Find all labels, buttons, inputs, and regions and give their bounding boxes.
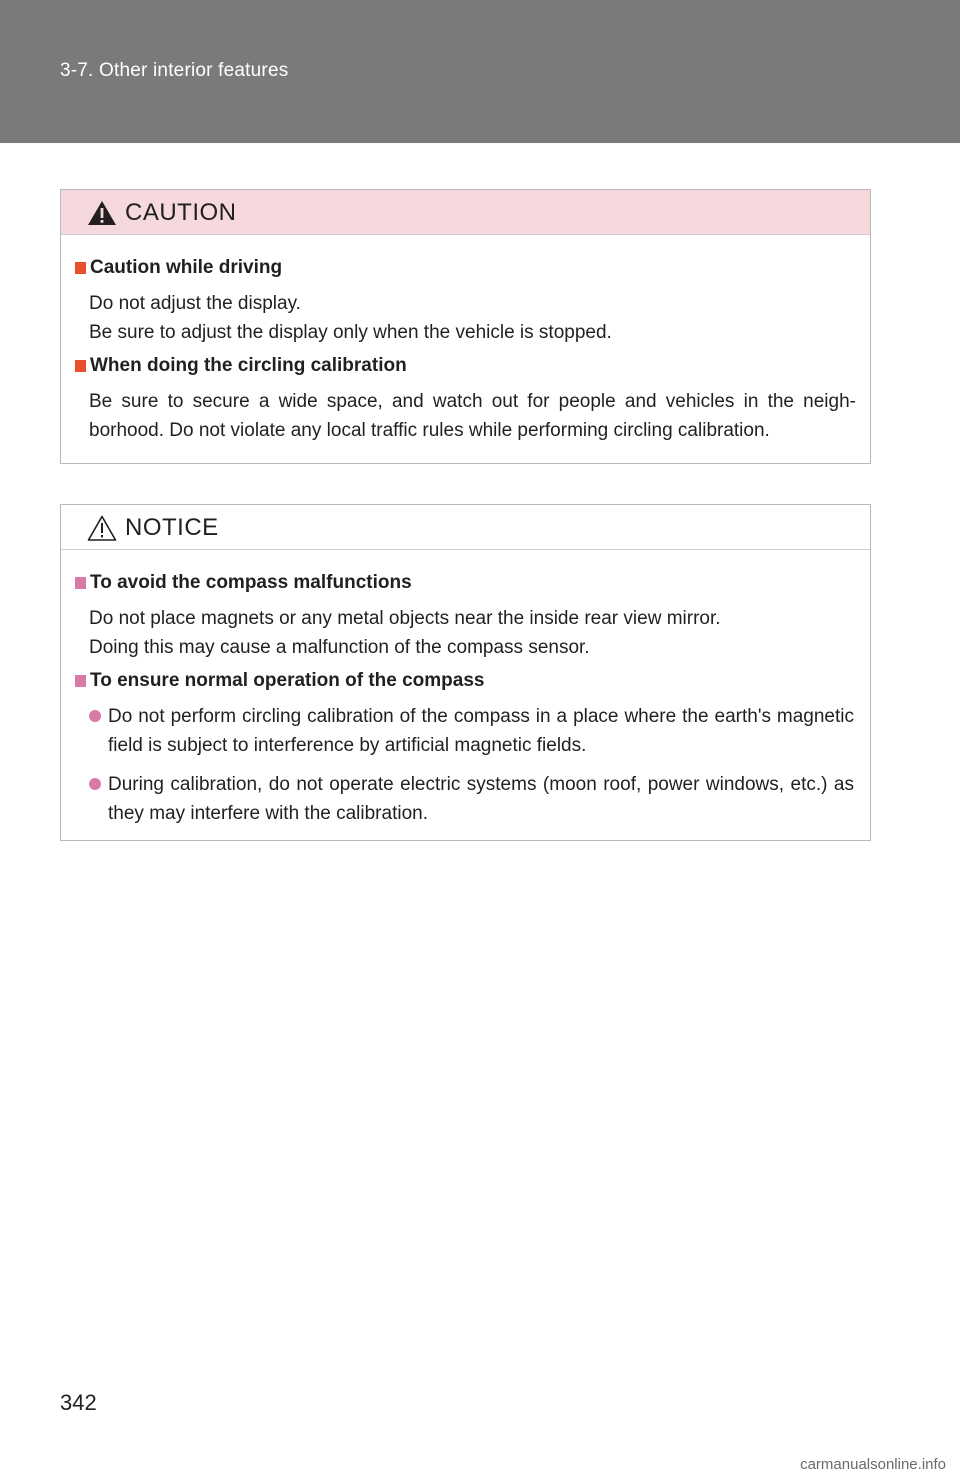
heading-text: Caution while driving bbox=[90, 257, 283, 278]
caution-body bbox=[61, 235, 870, 463]
caution-paragraph bbox=[75, 289, 856, 347]
paragraph-line: Do not adjust the display. bbox=[89, 293, 301, 314]
heading-text: To avoid the compass malfunctions bbox=[90, 572, 412, 593]
paragraph-line: Do not place magnets or any metal objects near the inside rear view mirror. bbox=[89, 608, 721, 629]
notice-box bbox=[60, 504, 871, 841]
list-item-text: Do not perform circling calibration of the compass in a place where the earth's magnetic field is subject to interference by artificial magnetic fields. bbox=[108, 706, 854, 756]
section-title: 3-7. Other interior features bbox=[60, 60, 289, 81]
header-band bbox=[0, 0, 960, 143]
caution-heading-driving bbox=[75, 255, 856, 281]
notice-body bbox=[61, 550, 870, 840]
list-item bbox=[75, 770, 856, 828]
watermark: carmanualsonline.info bbox=[800, 1456, 946, 1473]
page-number: 342 bbox=[60, 1390, 97, 1415]
notice-heading-malfunctions bbox=[75, 570, 856, 596]
paragraph-line: Doing this may cause a malfunction of the compass sensor. bbox=[89, 637, 590, 658]
caution-label: CAUTION bbox=[125, 199, 237, 226]
caution-paragraph: Be sure to secure a wide space, and watch out for people and vehicles in the neigh-borhood. Do not violate any local traffic rules while performing circling calibration. bbox=[89, 391, 856, 441]
square-bullet-icon bbox=[75, 262, 86, 274]
caution-header bbox=[61, 190, 870, 235]
notice-heading-normal-operation bbox=[75, 668, 856, 694]
heading-text: To ensure normal operation of the compass bbox=[90, 670, 485, 691]
caution-heading-calibration bbox=[75, 353, 856, 379]
list-item-text: During calibration, do not operate electric systems (moon roof, power windows, etc.) as they may interfere with the calibration. bbox=[108, 774, 854, 824]
warning-triangle-outline-icon bbox=[87, 515, 117, 541]
paragraph-line: Be sure to adjust the display only when the vehicle is stopped. bbox=[89, 322, 612, 343]
caution-box bbox=[60, 189, 871, 464]
round-bullet-icon bbox=[89, 778, 101, 790]
notice-label: NOTICE bbox=[125, 514, 219, 541]
warning-triangle-icon bbox=[87, 200, 117, 226]
notice-paragraph bbox=[75, 604, 856, 662]
round-bullet-icon bbox=[89, 710, 101, 722]
square-bullet-icon bbox=[75, 360, 86, 372]
list-item bbox=[75, 702, 856, 760]
heading-text: When doing the circling calibration bbox=[90, 355, 407, 376]
notice-header bbox=[61, 505, 870, 550]
square-bullet-icon bbox=[75, 577, 86, 589]
square-bullet-icon bbox=[75, 675, 86, 687]
